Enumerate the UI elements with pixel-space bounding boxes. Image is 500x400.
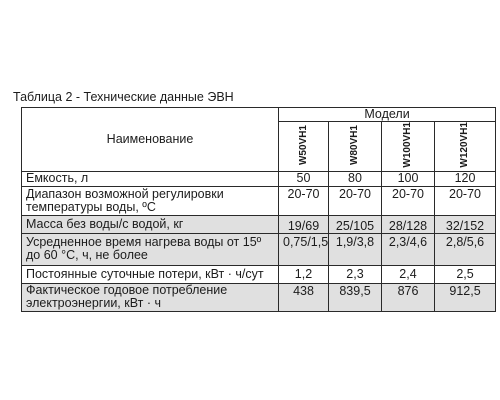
row-value: 2,3 [329,265,382,283]
table-row [22,233,496,265]
row-name: Усредненное время нагрева воды от 15º до 60 °С, ч, не более [22,233,279,265]
row-value: 100 [382,171,435,186]
row-value: 28/128 [382,215,435,233]
model-label: W50VH1 [297,124,309,165]
row-value: 20-70 [435,186,496,215]
row-value: 876 [382,283,435,311]
row-value: 2,8/5,6 [435,233,496,265]
row-value: 20-70 [279,186,329,215]
row-name: Постоянные суточные потери, кВт · ч/сут [22,265,279,283]
row-value: 25/105 [329,215,382,233]
model-label: W120VH1 [459,122,471,168]
row-value: 2,5 [435,265,496,283]
table-row [22,215,496,233]
row-name: Фактическое годовое потребление электроэнергии, кВт · ч [22,283,279,311]
specs-table [21,107,496,312]
model-label: W80VH1 [349,124,360,165]
model-header-cell [435,122,496,172]
row-value: 20-70 [329,186,382,215]
model-label: W100VH1 [402,122,413,168]
row-value: 2,4 [382,265,435,283]
table-row [22,186,496,215]
model-header-cell [329,122,382,172]
row-value: 839,5 [329,283,382,311]
row-value: 438 [279,283,329,311]
row-value: 0,75/1,5 [279,233,329,265]
header-models: Модели [279,108,496,122]
table-row [22,171,496,186]
row-value: 80 [329,171,382,186]
model-header-cell [382,122,435,172]
table-row [22,265,496,283]
table-caption: Таблица 2 - Технические данные ЭВН [13,90,234,104]
row-value: 50 [279,171,329,186]
header-name: Наименование [22,108,279,172]
row-value: 2,3/4,6 [382,233,435,265]
model-header-cell [279,122,329,172]
row-name: Масса без воды/с водой, кг [22,215,279,233]
row-value: 1,2 [279,265,329,283]
table-row [22,283,496,311]
row-value: 20-70 [382,186,435,215]
row-value: 19/69 [279,215,329,233]
row-value: 32/152 [435,215,496,233]
row-value: 120 [435,171,496,186]
row-value: 1,9/3,8 [329,233,382,265]
row-name: Диапазон возможной регулировки температуры воды, ºС [22,186,279,215]
row-value: 912,5 [435,283,496,311]
row-name: Емкость, л [22,171,279,186]
